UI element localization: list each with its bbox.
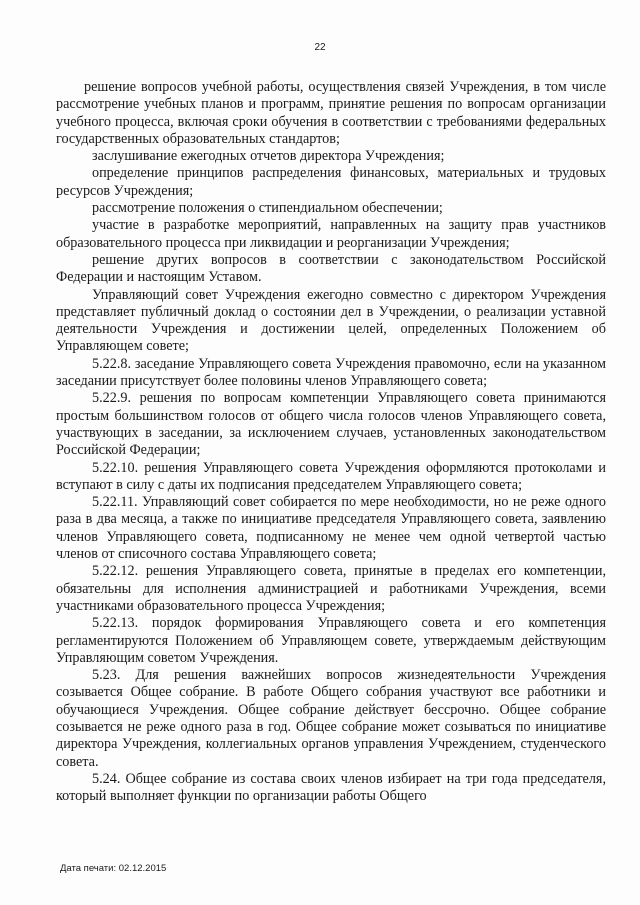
paragraph: 5.24. Общее собрание из состава своих членов избирает на три года председателя, который выполняет функции по организации работы Общего [56,770,606,805]
paragraph: 5.22.9. решения по вопросам компетенции Управляющего совета принимаются простым большинством голосов от общего числа голосов членов Управляющего совета, участвующих в заседании, за исключением случаев, установленных законодательством Российской Федерации; [56,390,606,459]
paragraph: решение других вопросов в соответствии с законодательством Российской Федерации и настоящим Уставом. [56,251,606,286]
paragraph: 5.23. Для решения важнейших вопросов жизнедеятельности Учреждения созывается Общее собрание. В работе Общего собрания участвуют все работники и обучающиеся Учреждения. Общее собрание действует бессрочно. Общее собрание созывается не реже одного раза в год. Общее собрание может созываться по инициативе директора Учреждения, коллегиальных органов управления Учреждением, студенческого совета. [56,667,606,770]
paragraph: решение вопросов учебной работы, осуществления связей Учреждения, в том числе рассмотрение учебных планов и программ, принятие решения по вопросам организации учебного процесса, включая сроки обучения в соответствии с требованиями федеральных государственных образовательных стандартов; [56,79,606,147]
paragraph: заслушивание ежегодных отчетов директора Учреждения; [92,148,445,165]
paragraph: рассмотрение положения о стипендиальном обеспечении; [92,200,443,217]
paragraph: определение принципов распределения финансовых, материальных и трудовых ресурсов Учреждения; [56,165,606,199]
body-text [56,79,606,805]
paragraph: 5.22.12. решения Управляющего совета, принятые в пределах его компетенции, обязательны для исполнения администрацией и работниками Учреждения, всеми участниками образовательного процесса Учреждения; [56,563,606,614]
paragraph: 5.22.13. порядок формирования Управляющего совета и его компетенция регламентируются Положением об Управляющем совете, утверждаемым действующим Управляющим советом Учреждения. [56,615,606,666]
page-number: 22 [314,42,326,53]
paragraph: участие в разработке мероприятий, направленных на защиту прав участников образовательного процесса при ликвидации и реорганизации Учреждения; [56,217,606,251]
paragraph: 5.22.11. Управляющий совет собирается по мере необходимости, но не реже одного раза в два месяца, а также по инициативе председателя Управляющего совета, заявлению членов Управляющего совета, подписанному не менее чем одной четвертой частью членов от списочного состава Управляющего совета; [56,494,606,563]
paragraph: 5.22.10. решения Управляющего совета Учреждения оформляются протоколами и вступают в силу с даты их подписания председателем Управляющего совета; [56,459,606,493]
paragraph: 5.22.8. заседание Управляющего совета Учреждения правомочно, если на указанном заседании присутствует более половины членов Управляющего совета; [56,355,606,390]
paragraph: Управляющий совет Учреждения ежегодно совместно с директором Учреждения представляет публичный доклад о состоянии дел в Учреждении, о реализации уставной деятельности Учреждения и достижении целей, определенных Положением об Управляющем совете; [56,286,606,355]
print-date-footer: Дата печати: 02.12.2015 [60,863,167,874]
